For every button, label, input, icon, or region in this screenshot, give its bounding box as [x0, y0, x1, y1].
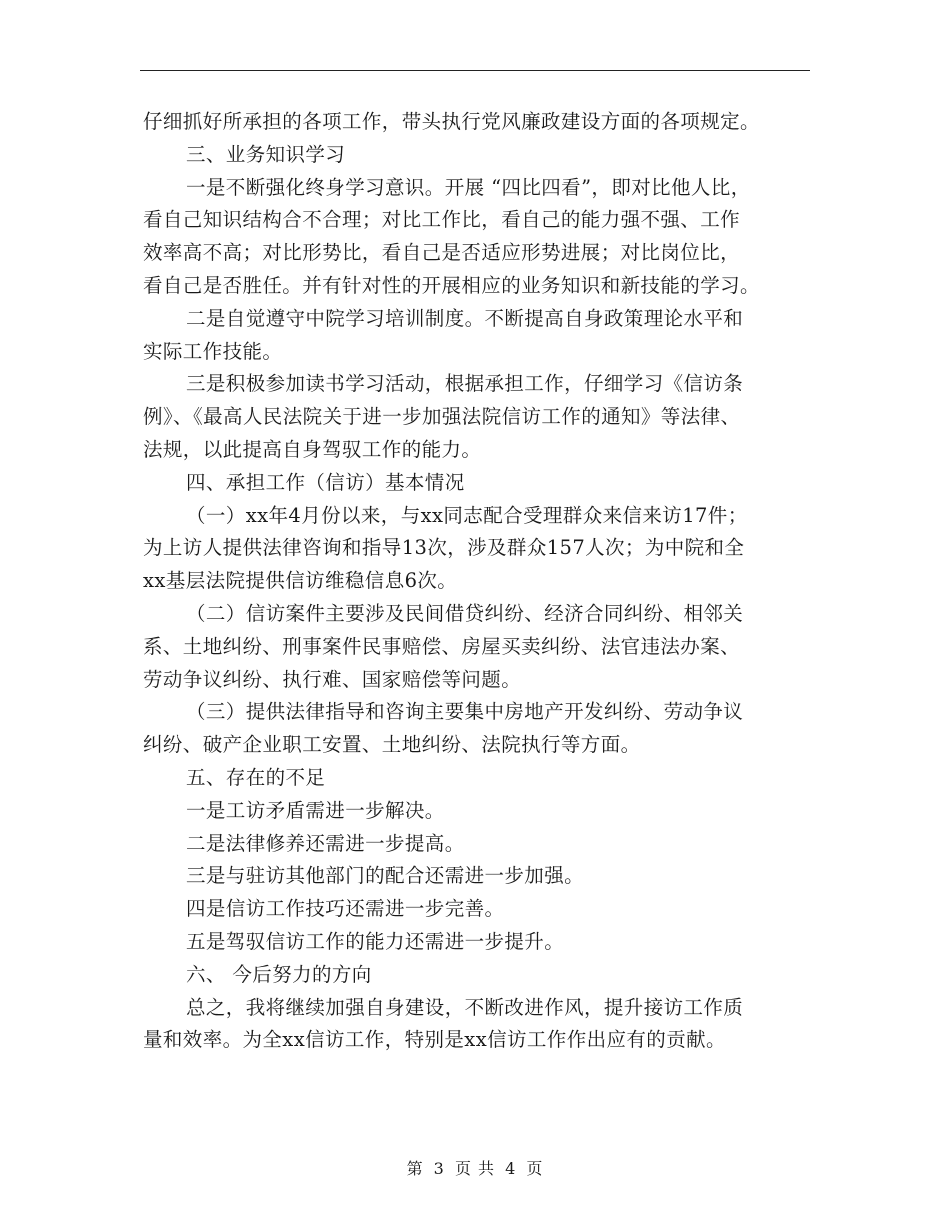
total-pages: 4 [505, 1159, 517, 1178]
text-line: 系、土地纠纷、刑事案件民事赔偿、房屋买卖纠纷、法官违法办案、 [143, 634, 741, 658]
text-line: 五是驾驭信访工作的能力还需进一步提升。 [186, 929, 565, 953]
text-line: （二）信访案件主要涉及民间借贷纠纷、经济合同纠纷、相邻关 [186, 601, 744, 625]
text-line: 例》、《最高人民法院关于进一步加强法院信访工作的通知》等法律、 [143, 405, 741, 429]
footer-suffix: 页 [526, 1159, 544, 1178]
page-number: 3 [433, 1159, 445, 1178]
text-line: 一是工访矛盾需进一步解决。 [186, 798, 445, 822]
footer-middle: 页 共 [454, 1159, 496, 1178]
text-line: 四、承担工作（信访）基本情况 [186, 470, 465, 494]
text-line: 法规，以此提高自身驾驭工作的能力。 [143, 437, 482, 461]
footer-prefix: 第 [406, 1159, 424, 1178]
text-line: （三）提供法律指导和咨询主要集中房地产开发纠纷、劳动争议 [186, 700, 744, 724]
text-line: 实际工作技能。 [143, 339, 283, 363]
text-line: 三、业务知识学习 [186, 142, 346, 166]
text-line: 仔细抓好所承担的各项工作，带头执行党风廉政建设方面的各项规定。 [143, 110, 760, 133]
text-line: 五、存在的不足 [186, 765, 326, 789]
text-line: 看自己是否胜任。并有针对性的开展相应的业务知识和新技能的学习。 [143, 273, 760, 297]
text-line: 效率高不高；对比形势比，看自己是否适应形势进展；对比岗位比， [143, 241, 741, 265]
text-line: （一）xx年4月份以来，与xx同志配合受理群众来信来访17件； [186, 503, 748, 527]
text-line: 二是法律修养还需进一步提高。 [186, 831, 465, 855]
text-line: 为上访人提供法律咨询和指导13次，涉及群众157人次；为中院和全 [143, 536, 745, 560]
text-line: xx基层法院提供信访维稳信息6次。 [143, 569, 458, 593]
text-line: 看自己知识结构合不合理；对比工作比，看自己的能力强不强、工作 [143, 208, 741, 232]
text-line: 三是与驻访其他部门的配合还需进一步加强。 [186, 864, 585, 888]
text-line: 六、 今后努力的方向 [186, 962, 372, 986]
document-body [143, 106, 813, 1057]
text-line: 纠纷、破产企业职工安置、土地纠纷、法院执行等方面。 [143, 733, 641, 757]
text-line: 三是积极参加读书学习活动，根据承担工作，仔细学习《信访条 [186, 372, 744, 396]
text-line: 二是自觉遵守中院学习培训制度。不断提高自身政策理论水平和 [186, 306, 744, 330]
text-line: 一是不断强化终身学习意识。开展 “四比四看”，即对比他人比， [186, 175, 751, 199]
text-line: 劳动争议纠纷、执行难、国家赔偿等问题。 [143, 667, 522, 691]
text-line: 总之，我将继续加强自身建设，不断改进作风，提升接访工作质 [186, 995, 744, 1019]
text-line: 量和效率。为全xx信访工作，特别是xx信访工作作出应有的贡献。 [143, 1028, 726, 1052]
header-rule [140, 70, 810, 71]
text-line: 四是信访工作技巧还需进一步完善。 [186, 897, 505, 921]
page-footer [0, 1156, 950, 1179]
